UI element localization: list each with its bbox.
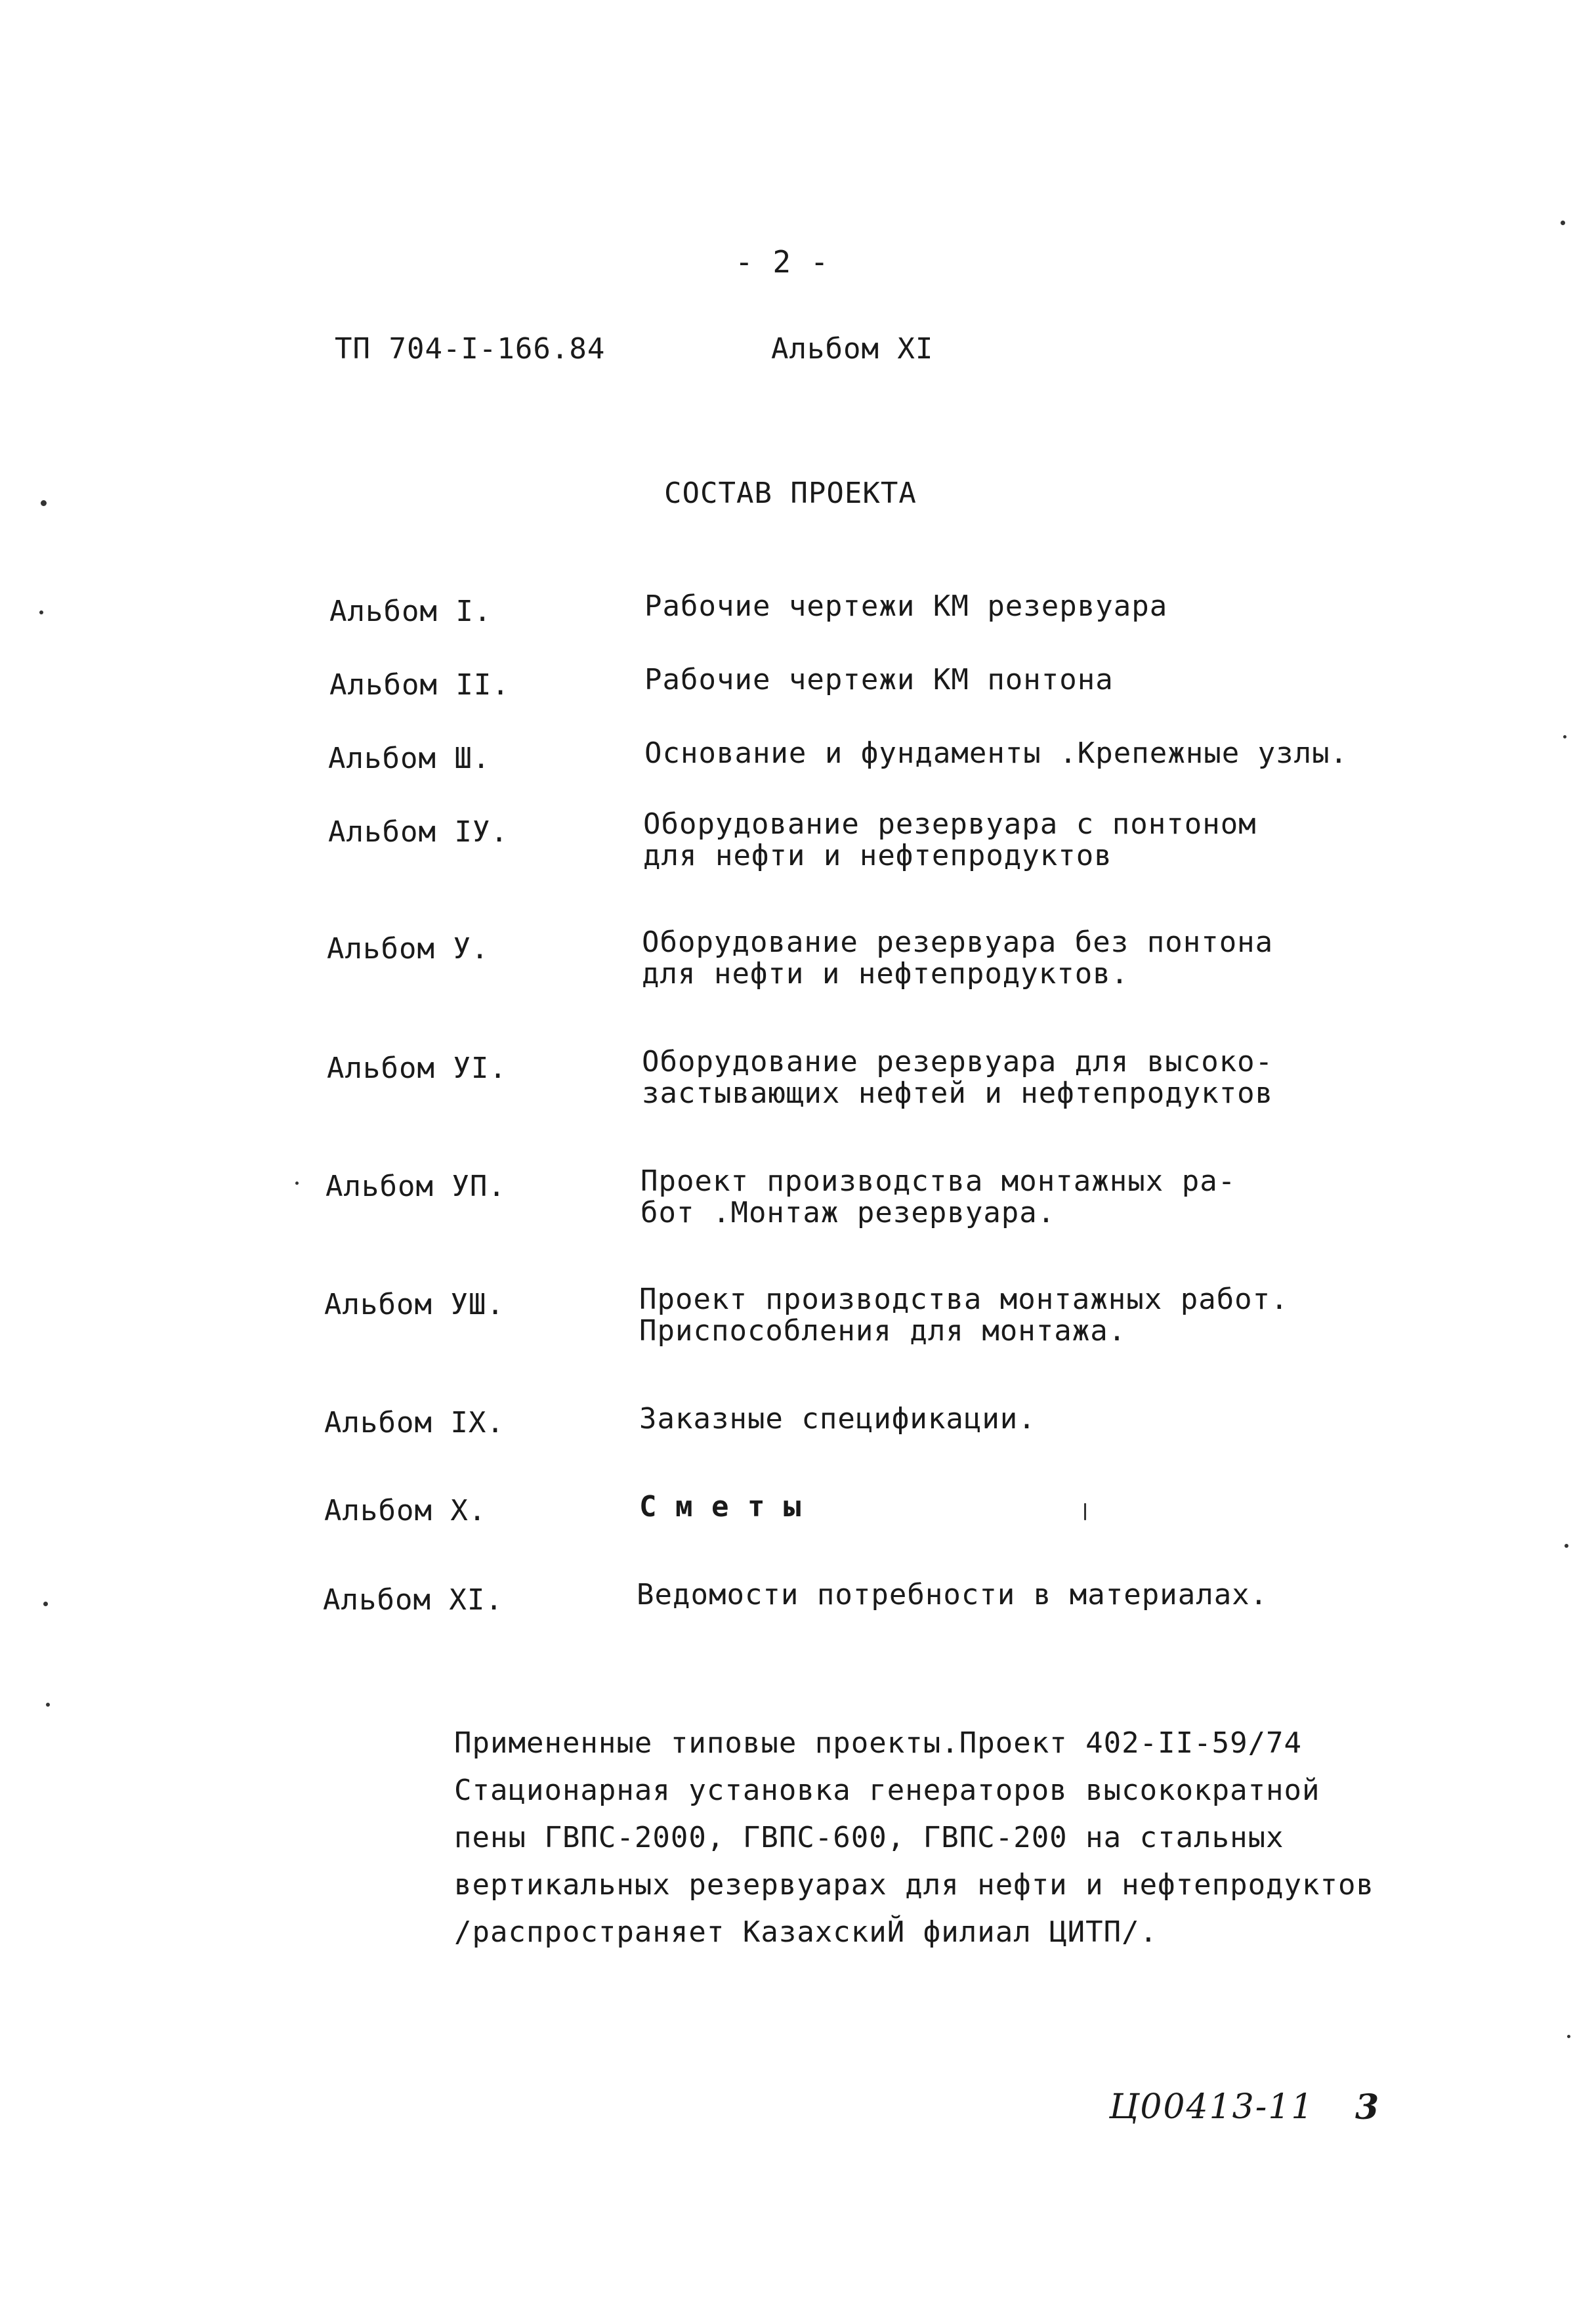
album-description: Проект производства монтажных ра- бот .Монтаж резервуара. xyxy=(640,1164,1236,1229)
scan-speck xyxy=(295,1182,299,1185)
scan-speck xyxy=(41,500,47,506)
sheet-number: 3 xyxy=(1355,2087,1379,2127)
album-label: Альбом XI. xyxy=(323,1583,503,1617)
page-number: - 2 - xyxy=(735,244,830,280)
scan-speck xyxy=(1567,2035,1570,2038)
album-label: Альбом Ш. xyxy=(328,742,491,775)
album-description: Основание и фундаменты .Крепежные узлы. xyxy=(644,736,1349,770)
album-label: Альбом УШ. xyxy=(324,1288,505,1321)
album-label: Альбом У. xyxy=(327,932,490,966)
album-label: Альбом II. xyxy=(329,668,510,702)
album-description: Ведомости потребности в материалах. xyxy=(637,1578,1269,1611)
album-label: Альбом IX. xyxy=(324,1406,505,1439)
album-description: Оборудование резервуара для высоко- застывающих нефтей и нефтепродуктов xyxy=(642,1045,1274,1110)
applied-standard-projects-note: Примененные типовые проекты.Проект 402-II-59/74 Стационарная установка генераторов высокократной пены ГВПС-2000, ГВПС-600, ГВПС-200 на стальных вертикальных резервуарах для нефти и нефтепродуктов /распространяет КазахскиЙ филиал ЦИТП/. xyxy=(454,1726,1375,1949)
album-description: С м е т ы xyxy=(639,1490,802,1524)
document-code: ТП 704-I-166.84 xyxy=(335,332,606,366)
album-description: Оборудование резервуара без понтона для нефти и нефтепродуктов. xyxy=(642,926,1274,991)
album-description: Рабочие чертежи КМ понтона xyxy=(644,663,1114,696)
scan-speck xyxy=(43,1602,48,1606)
scan-speck xyxy=(1084,1503,1086,1520)
album-label: Альбом X. xyxy=(324,1494,487,1527)
album-description: Рабочие чертежи КМ резервуара xyxy=(644,589,1168,623)
handwritten-archive-code: Ц00413-11 xyxy=(1109,2087,1314,2127)
album-reference: Альбом XI xyxy=(771,332,934,366)
scan-speck xyxy=(1563,735,1566,738)
scan-speck xyxy=(46,1703,50,1707)
scan-speck xyxy=(39,610,43,614)
album-label: Альбом IУ. xyxy=(328,815,509,849)
scan-speck xyxy=(1564,1544,1568,1548)
album-description: Заказные спецификации. xyxy=(639,1402,1036,1436)
scan-speck xyxy=(1561,221,1565,225)
album-description: Оборудование резервуара с понтоном для нефти и нефтепродуктов xyxy=(643,807,1257,872)
album-label: Альбом I. xyxy=(329,595,492,628)
page-title: СОСТАВ ПРОЕКТА xyxy=(664,477,917,510)
album-label: Альбом УП. xyxy=(326,1170,506,1203)
album-description: Проект производства монтажных работ. Приспособления для монтажа. xyxy=(639,1283,1289,1348)
album-label: Альбом УI. xyxy=(327,1052,507,1085)
